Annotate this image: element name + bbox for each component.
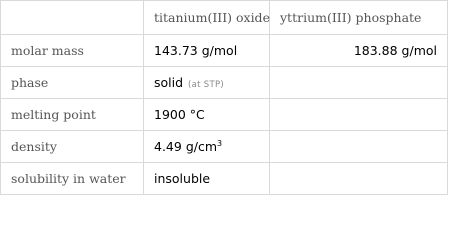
cell-yttrium-phase xyxy=(270,67,448,99)
value: solid xyxy=(154,75,184,90)
cell-titanium-phase xyxy=(144,67,270,99)
row-label-density: density xyxy=(1,131,144,163)
cell-titanium-molar-mass xyxy=(144,35,270,67)
table-row-phase xyxy=(1,67,448,99)
unit: g/mol xyxy=(201,43,238,58)
header-corner-cell xyxy=(1,1,144,35)
phase-note: (at STP) xyxy=(188,80,225,90)
cell-yttrium-density xyxy=(270,131,448,163)
cell-titanium-melting-point xyxy=(144,99,270,131)
row-label-phase: phase xyxy=(1,67,144,99)
row-label-molar-mass: molar mass xyxy=(1,35,144,67)
unit-exponent: 3 xyxy=(217,139,223,148)
row-label-melting-point: melting point xyxy=(1,99,144,131)
header-yttrium-phosphate: yttrium(III) phosphate xyxy=(270,1,448,35)
cell-yttrium-molar-mass xyxy=(270,35,448,67)
table-row-solubility xyxy=(1,163,448,195)
value: 143.73 xyxy=(154,43,198,58)
value: 1900 xyxy=(154,107,186,122)
unit: g/mol xyxy=(401,43,437,58)
row-label-solubility: solubility in water xyxy=(1,163,144,195)
table-row-molar-mass xyxy=(1,35,448,67)
cell-yttrium-melting-point xyxy=(270,99,448,131)
header-row xyxy=(1,1,448,35)
value: 4.49 xyxy=(154,139,182,154)
table-row-melting-point xyxy=(1,99,448,131)
value: 183.88 xyxy=(353,43,398,58)
table-row-density xyxy=(1,131,448,163)
unit: °C xyxy=(189,107,205,122)
header-titanium-oxide: titanium(III) oxide xyxy=(144,1,270,35)
cell-titanium-density xyxy=(144,131,270,163)
cell-yttrium-solubility xyxy=(270,163,448,195)
unit: g/cm xyxy=(185,139,218,154)
cell-titanium-solubility: insoluble xyxy=(144,163,270,195)
